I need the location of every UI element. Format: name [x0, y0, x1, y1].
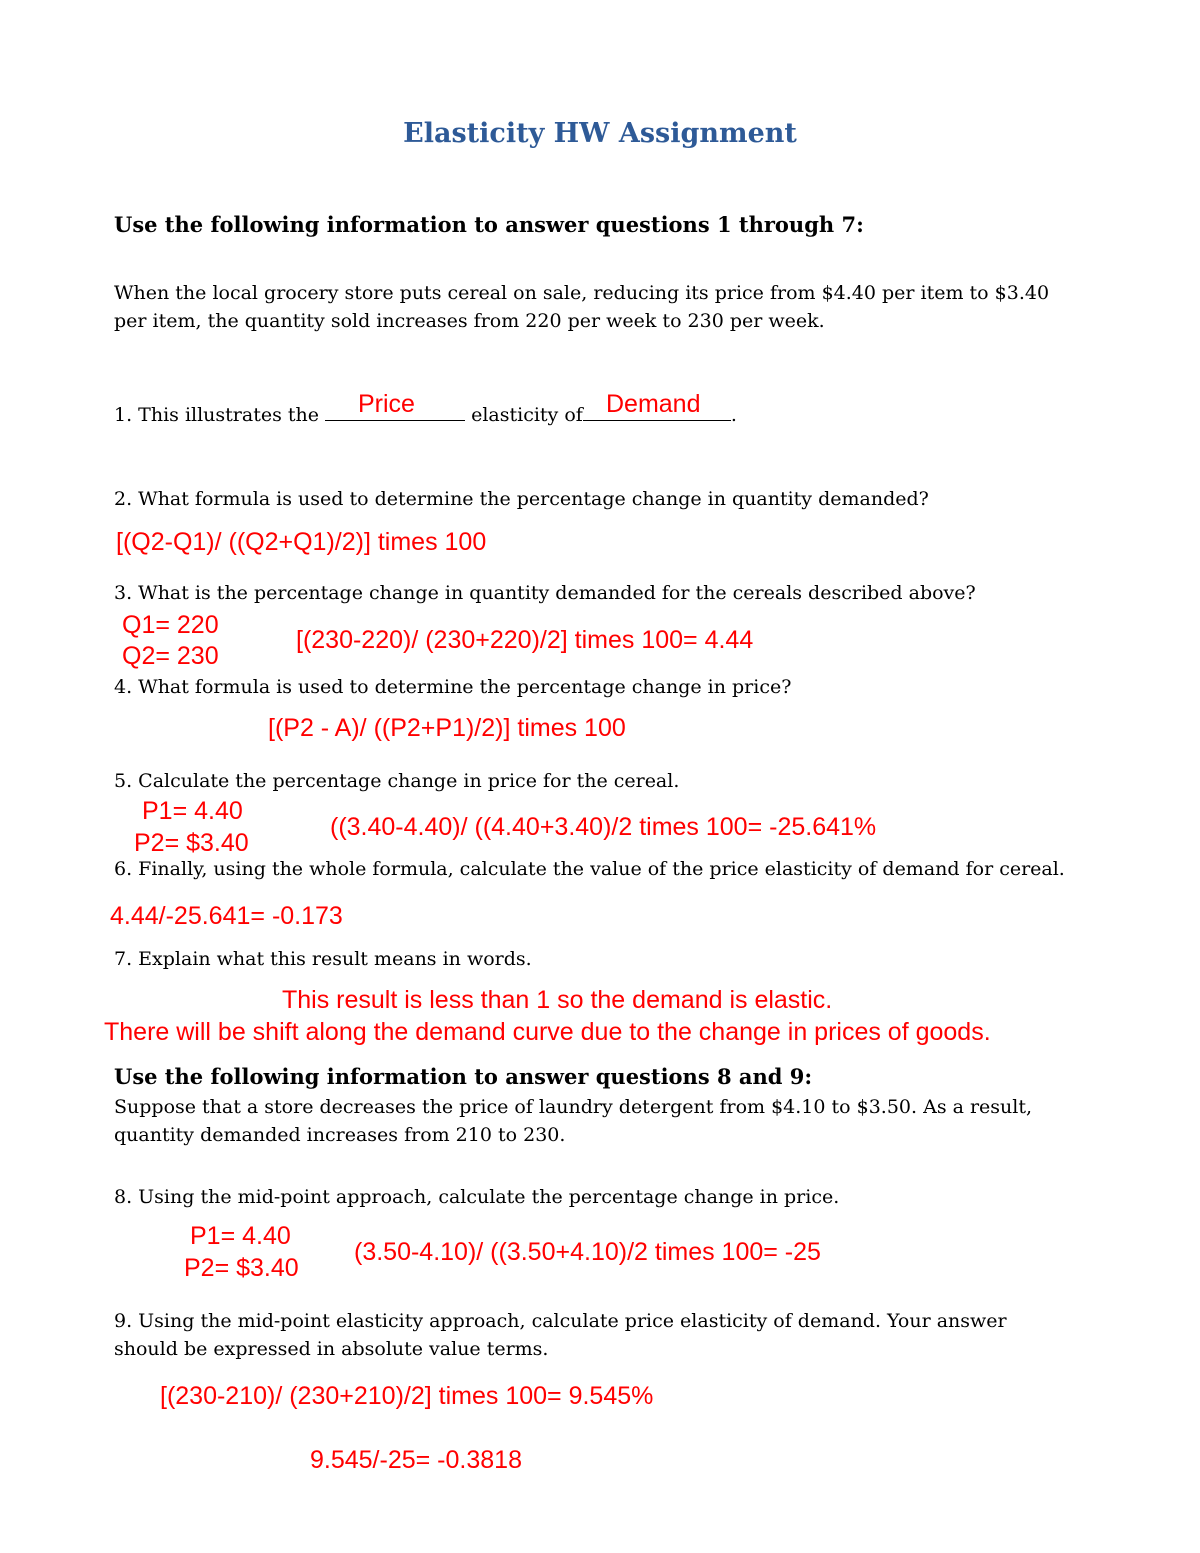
question-8: 8. Using the mid-point approach, calculate the percentage change in price.	[114, 1186, 840, 1208]
answer-2: [(Q2-Q1)/ ((Q2+Q1)/2)] times 100	[116, 528, 487, 556]
answer-5-calculation: ((3.40-4.40)/ ((4.40+3.40)/2 times 100= -25.641%	[330, 813, 877, 841]
question-6: 6. Finally, using the whole formula, calculate the value of the price elasticity of demand for cereal.	[114, 858, 1065, 880]
question-4: 4. What formula is used to determine the percentage change in price?	[114, 676, 792, 698]
answer-7-line2: There will be shift along the demand curve due to the change in prices of goods.	[104, 1018, 991, 1046]
answer-4: [(P2 - A)/ ((P2+P1)/2)] times 100	[268, 714, 626, 742]
question-9-line2: should be expressed in absolute value terms.	[114, 1338, 549, 1360]
answer-1-demand: Demand	[606, 390, 701, 418]
section1-intro-line1: When the local grocery store puts cereal on sale, reducing its price from $4.40 per item to $3.40	[114, 282, 1050, 304]
section1-heading: Use the following information to answer questions 1 through 7:	[114, 212, 864, 237]
answer-8-calculation: (3.50-4.10)/ ((3.50+4.10)/2 times 100= -25	[354, 1238, 821, 1266]
question-1-prefix: 1. This illustrates the	[114, 404, 319, 426]
answer-3-q1: Q1= 220	[122, 611, 219, 639]
question-1-middle: elasticity of	[471, 404, 583, 426]
question-3: 3. What is the percentage change in quantity demanded for the cereals described above?	[114, 582, 976, 604]
answer-9-calculation-2: 9.545/-25= -0.3818	[310, 1446, 522, 1474]
section2-intro-line1: Suppose that a store decreases the price of laundry detergent from $4.10 to $3.50. As a result,	[114, 1096, 1033, 1118]
question-2: 2. What formula is used to determine the percentage change in quantity demanded?	[114, 488, 929, 510]
answer-5-p2: P2= $3.40	[134, 829, 249, 857]
answer-7-line1: This result is less than 1 so the demand is elastic.	[282, 986, 833, 1014]
answer-5-p1: P1= 4.40	[142, 797, 243, 825]
question-1-suffix: .	[730, 404, 737, 426]
answer-8-p1: P1= 4.40	[190, 1222, 291, 1250]
answer-6: 4.44/-25.641= -0.173	[110, 902, 343, 930]
question-7: 7. Explain what this result means in words.	[114, 948, 532, 970]
answer-3-q2: Q2= 230	[122, 642, 219, 670]
page-title: Elasticity HW Assignment	[403, 118, 797, 149]
section2-heading: Use the following information to answer questions 8 and 9:	[114, 1064, 813, 1089]
question-5: 5. Calculate the percentage change in price for the cereal.	[114, 770, 680, 792]
section1-intro-line2: per item, the quantity sold increases from 220 per week to 230 per week.	[114, 310, 825, 332]
answer-1-price: Price	[358, 390, 415, 418]
question-9-line1: 9. Using the mid-point elasticity approach, calculate price elasticity of demand. Your answer	[114, 1310, 1007, 1332]
answer-9-calculation-1: [(230-210)/ (230+210)/2] times 100= 9.545%	[160, 1382, 654, 1410]
answer-8-p2: P2= $3.40	[184, 1254, 299, 1282]
section2-intro-line2: quantity demanded increases from 210 to 230.	[114, 1124, 566, 1146]
answer-3-calculation: [(230-220)/ (230+220)/2] times 100= 4.44	[296, 626, 754, 654]
